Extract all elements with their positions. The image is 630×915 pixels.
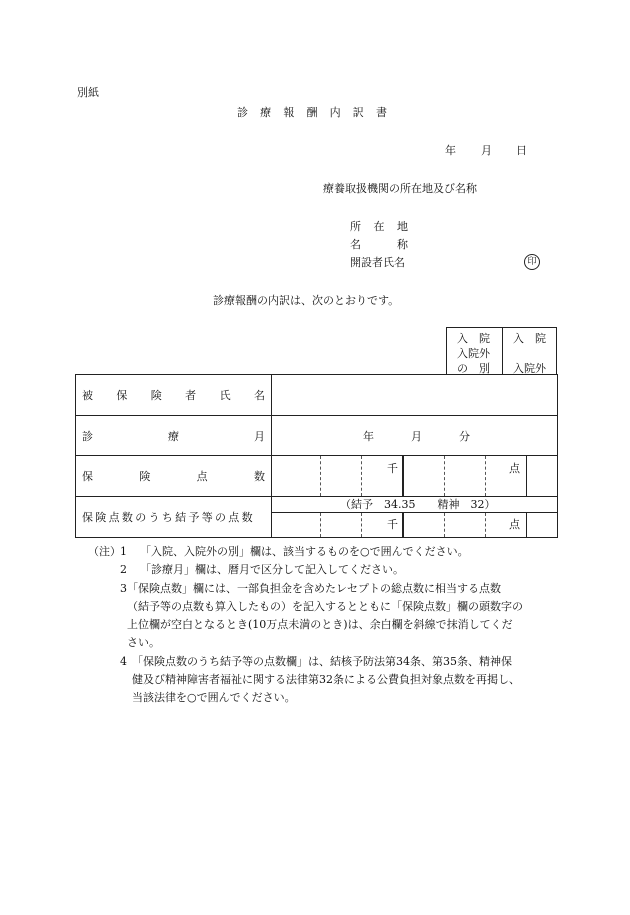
label-char: 療 [168, 429, 179, 443]
month-period-unit: 分 [459, 430, 470, 443]
digit-cell[interactable] [404, 513, 445, 537]
thousand-mark: 千 [387, 518, 398, 531]
insured-name-label [76, 375, 272, 416]
admission-type-box [446, 327, 557, 374]
note-line: 「診療月」欄は、暦月で区分して記入してください。 [140, 563, 404, 577]
note-number: 3 [120, 581, 127, 595]
admission-type-label [447, 328, 503, 375]
digit-cell[interactable] [362, 456, 404, 496]
title-char: 訳 [352, 106, 364, 119]
title-char: 療 [260, 106, 272, 119]
digit-cell[interactable] [272, 456, 321, 496]
claim-table [75, 374, 558, 538]
insurance-points-label [76, 456, 272, 497]
date-day: 日 [516, 144, 527, 157]
treatment-month-label [76, 416, 272, 456]
note-line: 上位欄が空白となるとき(10万点未満のとき)は、余白欄を斜線で抹消してくだ [127, 618, 513, 632]
seal-mark [524, 254, 540, 270]
label-char: 保 [116, 389, 128, 402]
admission-inpatient-option[interactable]: 入 院 [513, 332, 546, 345]
note-line: 当該法律を○で囲んでください。 [132, 691, 296, 705]
note-number: 2 [120, 563, 127, 577]
location-label [350, 218, 408, 234]
title-char: 報 [283, 106, 295, 119]
digit-cell[interactable] [362, 513, 404, 537]
point-mark: 点 [509, 462, 520, 475]
digit-cell[interactable] [445, 456, 486, 496]
kekkaku-law-note[interactable]: （結予 34.35 精神 32） [272, 497, 557, 513]
treatment-month-field[interactable] [272, 416, 558, 456]
kekkaku-label-text: 保険点数のうち結予等の点数 [82, 511, 255, 524]
title-char: 酬 [306, 106, 318, 119]
label-char: 診 [82, 429, 93, 443]
digit-cell[interactable] [404, 456, 445, 496]
kekkaku-points-label [76, 497, 272, 538]
note-line: （結予等の点数も算入したもの）を記入するとともに「保険点数」欄の頭数字の [127, 599, 523, 613]
admission-line: の 別 [457, 362, 490, 375]
label-char: 険 [139, 470, 151, 483]
digit-cell[interactable] [272, 513, 321, 537]
digit-cell[interactable] [321, 456, 362, 496]
month-year-unit: 年 [363, 430, 374, 443]
note-number: 4 [120, 654, 127, 668]
admission-outpatient-option[interactable]: 入院外 [513, 362, 546, 375]
intro-text: 診療報酬の内訳は、次のとおりです。 [213, 294, 400, 307]
note-line: 健及び精神障害者福祉に関する法律第32条による公費負担対象点数を再掲し、 [132, 673, 520, 687]
title-char: 内 [329, 106, 341, 119]
digit-cell[interactable] [527, 456, 557, 496]
label-char: 保 [82, 470, 93, 483]
note-line: 「保険点数」欄には、一部負担金を含めたレセプトの総点数に相当する点数 [127, 581, 501, 595]
note-item [120, 580, 523, 653]
note-number: 1 [120, 545, 127, 558]
title-char: 書 [375, 106, 387, 119]
admission-line: 入 院 [457, 332, 490, 345]
institution-heading: 療養取扱機関の所在地及び名称 [323, 182, 477, 195]
seal-char: 印 [527, 257, 537, 267]
note-line: 「入院、入院外の別」欄は、該当するものを○で囲んでください。 [140, 545, 469, 558]
date-month: 月 [481, 144, 492, 157]
kekkaku-points-field [272, 497, 558, 538]
name-label [350, 236, 408, 252]
label-char: 被 [82, 389, 93, 402]
insurance-points-field[interactable] [272, 456, 558, 497]
label-char: 称 [397, 238, 408, 251]
label-char: 険 [150, 389, 162, 402]
note-line: さい。 [127, 636, 160, 650]
attachment-label: 別紙 [77, 86, 99, 99]
note-item [120, 561, 520, 579]
label-char: 者 [185, 389, 197, 402]
month-month-unit: 月 [411, 430, 422, 443]
insured-name-field[interactable] [272, 375, 558, 416]
admission-line: 入院外 [457, 347, 490, 360]
digit-cell[interactable] [321, 513, 362, 537]
note-line: 「保険点数のうち結予等の点数欄」は、結核予防法第34条、第35条、精神保 [132, 654, 512, 668]
notes-list [120, 543, 523, 708]
point-mark: 点 [509, 518, 520, 531]
notes-heading: （注） [88, 545, 121, 558]
thousand-mark: 千 [387, 462, 398, 475]
label-char: 地 [397, 220, 408, 233]
label-char: 氏 [219, 389, 231, 402]
note-item [120, 543, 520, 561]
founder-name-label: 開設者氏名 [350, 256, 405, 269]
digit-cell[interactable] [486, 513, 527, 537]
label-char: 月 [254, 429, 265, 443]
note-item [120, 653, 520, 708]
date-year: 年 [445, 144, 456, 157]
title-char: 診 [237, 106, 248, 119]
document-title [237, 104, 387, 120]
digit-cell[interactable] [445, 513, 486, 537]
label-char: 数 [253, 470, 265, 483]
label-char: 点 [196, 470, 208, 483]
digit-cell[interactable] [486, 456, 527, 496]
label-char: 在 [373, 220, 385, 233]
label-char: 所 [350, 220, 361, 233]
digit-cell[interactable] [527, 513, 557, 537]
label-char: 名 [350, 238, 361, 251]
label-char: 名 [253, 389, 265, 402]
